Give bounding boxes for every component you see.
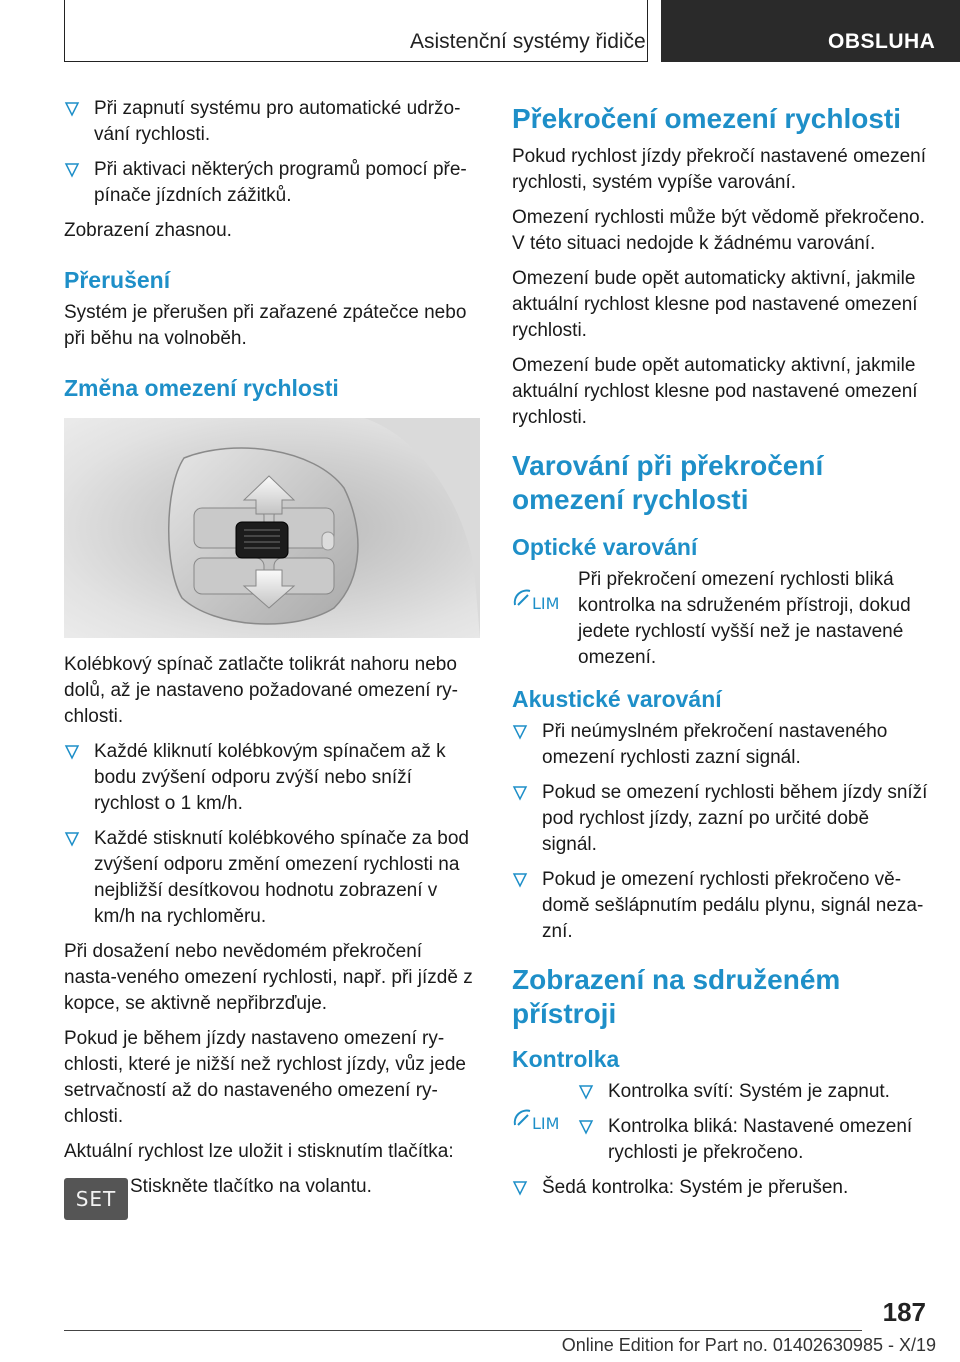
list-item: Kontrolka bliká: Nastavené omezení rychlosti je překročeno. — [578, 1114, 928, 1166]
page-header — [64, 0, 960, 64]
bullet-list-acoustic — [512, 719, 928, 945]
paragraph-lower-limit: Pokud je během jízdy nastaveno omezení ry-chlosti, které je nižší než rychlost jízdy, vůz jede setrvačností až do nastaveného omezení ry-chlosti. — [64, 1028, 466, 1127]
heading-interrupt: Přerušení — [64, 267, 171, 293]
svg-text:LIM: LIM — [532, 1114, 560, 1133]
paragraph-off: Zobrazení zhasnou. — [64, 220, 232, 241]
list-item: Při neúmyslném překročení nastaveného omezení rychlosti zazní signál. — [512, 719, 928, 771]
heading-acoustic: Akustické varování — [512, 686, 722, 712]
list-item: Při zapnutí systému pro automatické udržo-vání rychlosti. — [64, 96, 480, 148]
heading-warning: Varování při překročení omezení rychlosti — [512, 450, 824, 515]
heading-display: Zobrazení na sdruženém přístroji — [512, 964, 841, 1029]
heading-indicator: Kontrolka — [512, 1046, 620, 1072]
list-item: Každé stisknutí kolébkového spínače za bod zvýšení odporu změní omezení rychlosti na nejbližší desítkovou hodnotu zobrazení v km/h na rychloměru. — [64, 826, 480, 930]
list-item: Pokud je omezení rychlosti překročeno vě-domě sešlápnutím pedálu plynu, signál neza-zní. — [512, 867, 928, 945]
heading-exceed: Překročení omezení rychlosti — [512, 103, 902, 134]
paragraph-exceed-4: Omezení bude opět automaticky aktivní, jakmile aktuální rychlost klesne pod nastavené omezení rychlosti. — [512, 355, 918, 428]
list-item: Při aktivaci některých programů pomocí pře-pínače jízdních zážitků. — [64, 157, 480, 209]
paragraph-interrupt: Systém je přerušen při zařazené zpátečce nebo při běhu na volnoběh. — [64, 302, 467, 349]
steering-wheel-rocker-switch-image — [64, 418, 480, 638]
svg-text:LIM: LIM — [532, 594, 560, 613]
speed-limit-indicator-icon — [512, 583, 568, 615]
bullet-list-indicator — [578, 1079, 928, 1166]
right-column — [512, 96, 928, 1210]
triangle-bullet-icon — [512, 871, 528, 889]
list-item: Pokud se omezení rychlosti během jízdy sníží pod rychlost jízdy, zazní po určité době signál. — [512, 780, 928, 858]
bullet-list-activation — [64, 96, 480, 209]
paragraph-store: Aktuální rychlost lze uložit i stisknutím tlačítka: — [64, 1141, 454, 1162]
set-button-row — [64, 1174, 480, 1234]
footer-divider — [64, 1330, 862, 1331]
triangle-bullet-icon — [512, 1179, 528, 1197]
list-item: Šedá kontrolka: Systém je přerušen. — [512, 1175, 928, 1201]
bullet-list-grey — [512, 1175, 928, 1201]
optical-warning-row — [512, 567, 928, 671]
triangle-bullet-icon — [512, 784, 528, 802]
paragraph-exceed-2: Omezení rychlosti může být vědomě překročeno. V této situaci nedojde k žádnému varování. — [512, 207, 925, 254]
rocker-switch-illustration — [64, 418, 480, 638]
triangle-bullet-icon — [64, 161, 80, 179]
indicator-row — [512, 1079, 928, 1166]
triangle-bullet-icon — [64, 743, 80, 761]
paragraph-exceed-3: Omezení bude opět automaticky aktivní, jakmile aktuální rychlost klesne pod nastavené omezení rychlosti. — [512, 268, 918, 341]
list-item: Každé kliknutí kolébkovým spínačem až k bodu zvýšení odporu zvýší nebo sníží rychlost o 1 km/h. — [64, 739, 480, 817]
chapter-badge-label: OBSLUHA — [828, 30, 936, 53]
section-title: Asistenční systémy řidiče — [410, 30, 646, 53]
paragraph-set: Stiskněte tlačítko na volantu. — [130, 1176, 372, 1197]
triangle-bullet-icon — [64, 830, 80, 848]
triangle-bullet-icon — [578, 1118, 594, 1136]
page-number: 187 — [882, 1297, 926, 1327]
triangle-bullet-icon — [512, 723, 528, 741]
heading-optical: Optické varování — [512, 534, 698, 560]
heading-change-limit: Změna omezení rychlosti — [64, 375, 339, 401]
chapter-badge — [661, 0, 960, 62]
set-button-icon: SET — [64, 1178, 128, 1220]
paragraph-reach: Při dosažení nebo nevědomém překročení nasta-veného omezení rychlosti, např. při jízdě z kopce, se aktivně nepřibrzďuje. — [64, 941, 473, 1014]
list-item: Kontrolka svítí: Systém je zapnut. — [578, 1079, 928, 1105]
paragraph-rocker: Kolébkový spínač zatlačte tolikrát nahoru nebo dolů, až je nastaveno požadované omezení ry-chlosti. — [64, 654, 458, 727]
paragraph-optical: Při překročení omezení rychlosti bliká kontrolka na sdruženém přístroji, dokud jedete rychlostí vyšší než je nastavené omezení. — [578, 569, 911, 668]
paragraph-exceed-1: Pokud rychlost jízdy překročí nastavené omezení rychlosti, systém vypíše varování. — [512, 146, 926, 193]
bullet-list-rocker — [64, 739, 480, 930]
edition-note: Online Edition for Part no. 01402630985 - X/19 — [561, 1335, 936, 1355]
speed-limit-indicator-icon — [512, 1103, 568, 1135]
triangle-bullet-icon — [64, 100, 80, 118]
left-column — [64, 96, 480, 1234]
triangle-bullet-icon — [578, 1083, 594, 1101]
